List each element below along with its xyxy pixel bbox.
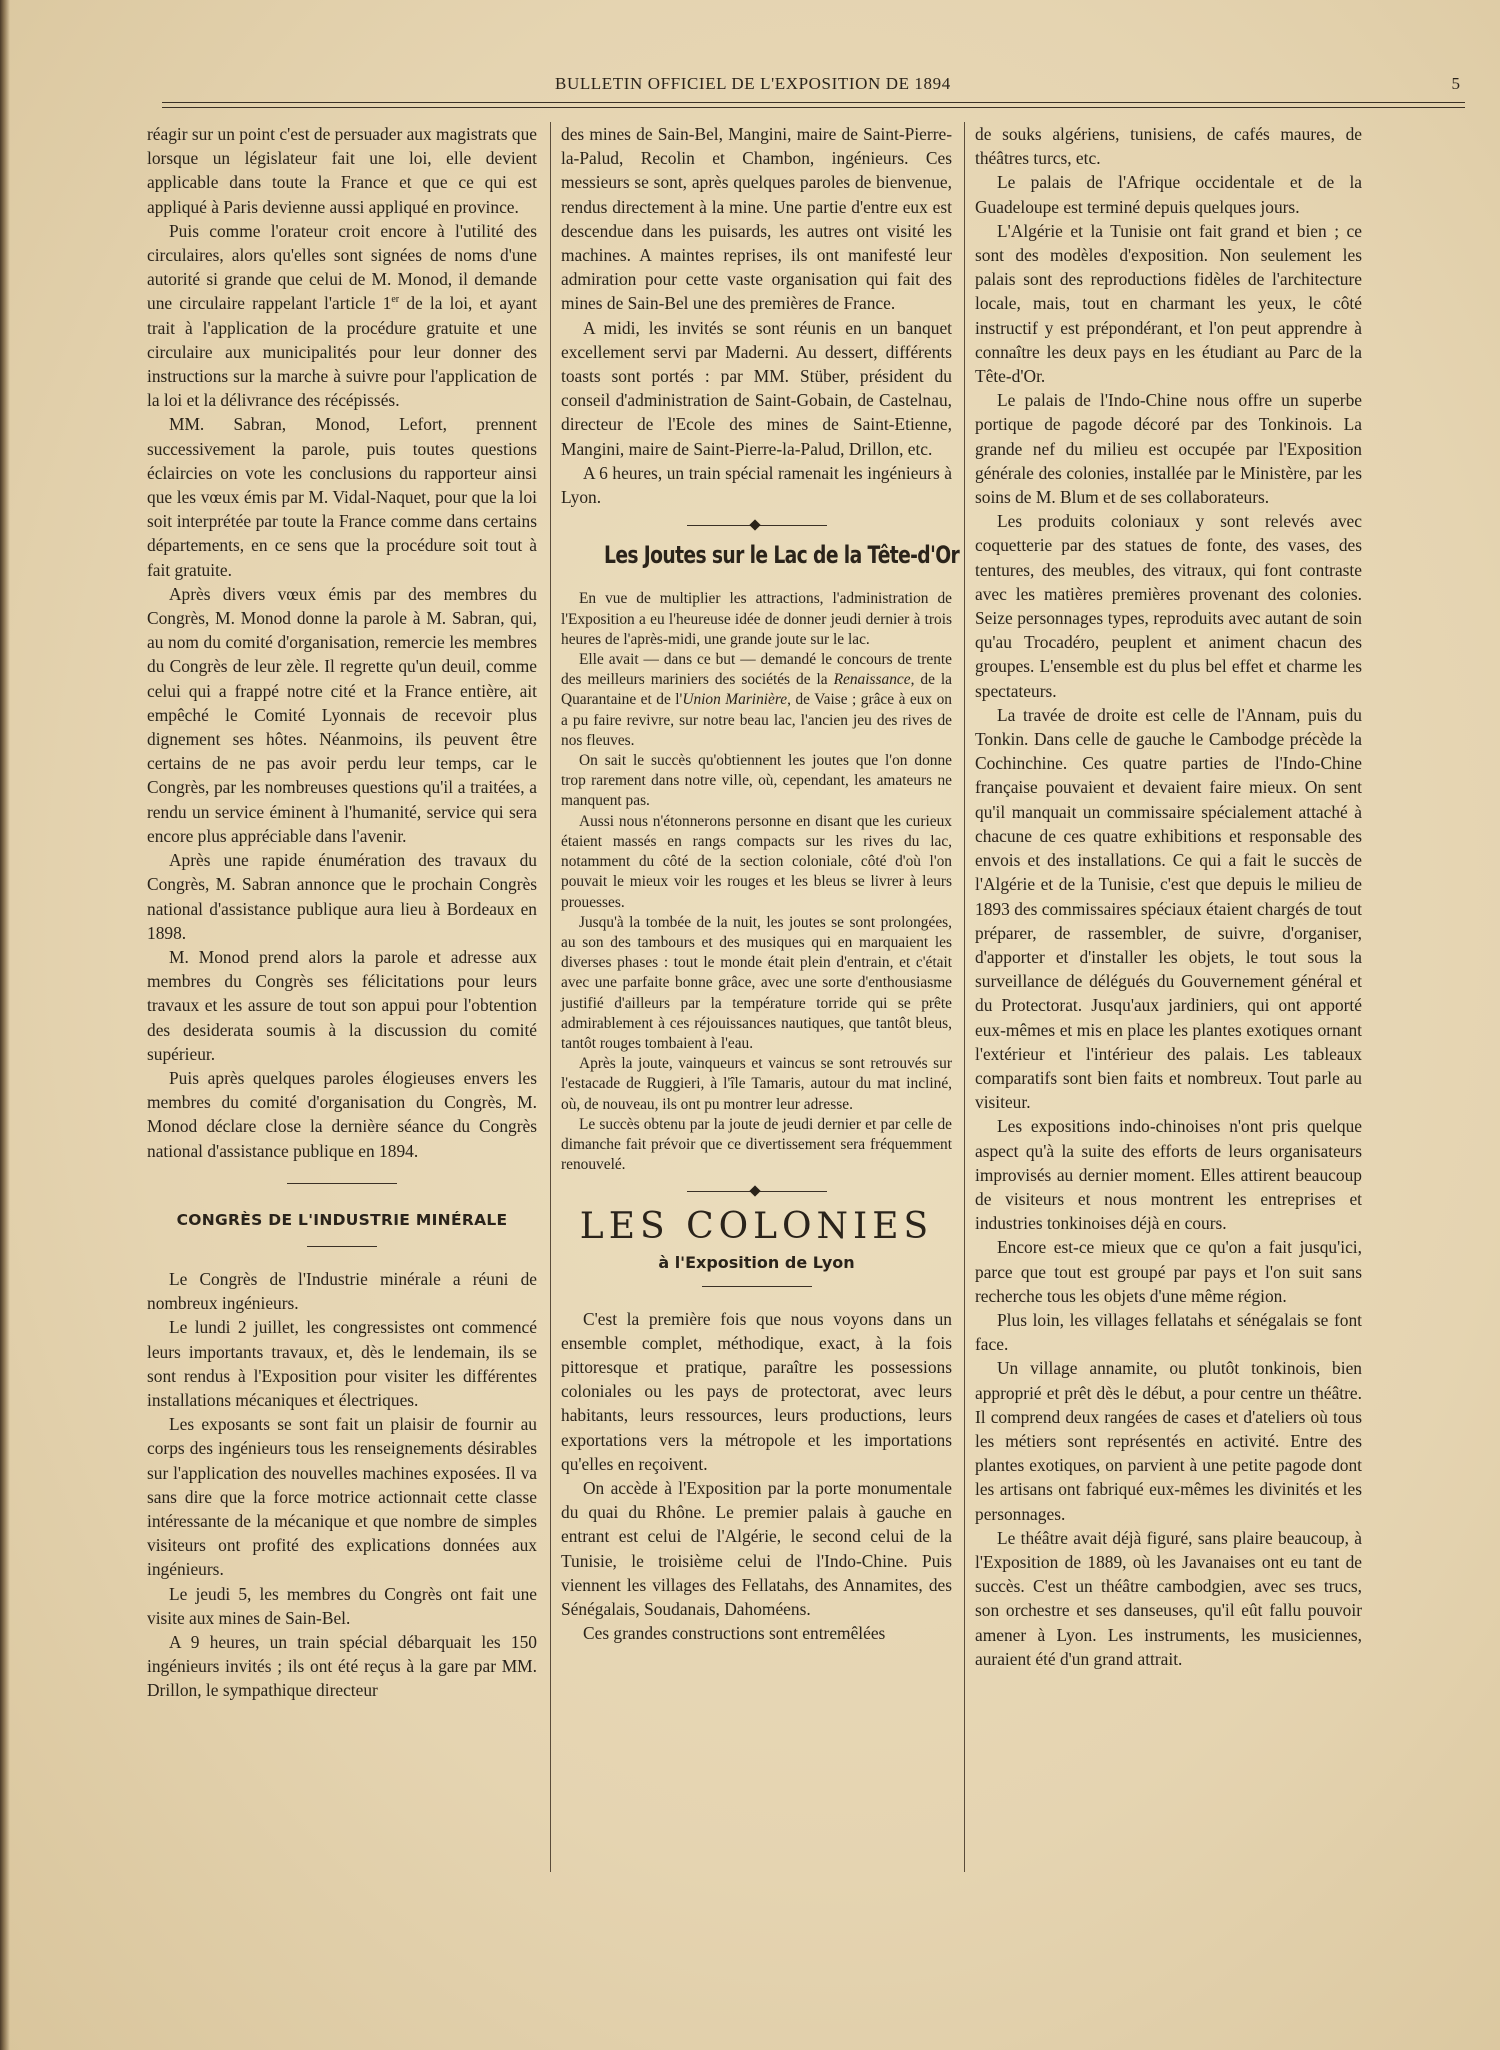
italic-text: Union Marinière [682, 691, 788, 709]
page-binding-edge [0, 0, 10, 2050]
page-number: 5 [1451, 74, 1460, 93]
paragraph: On sait le succès qu'obtiennent les joutes que l'on donne trop rarement dans notre ville, où, cependant, les amateurs ne manquent pas. [561, 752, 952, 810]
column-divider [964, 122, 965, 1872]
paragraph: Plus loin, les villages fellatahs et sénégalais se font face. [975, 1309, 1362, 1355]
paragraph: La travée de droite est celle de l'Annam, puis du Tonkin. Dans celle de gauche le Cambodge précède la Cochinchine. Ces quatre parties de l'Indo-Chine française pouvaient et devaient faire mieux. On sent qu'il manquait un commissaire spécialement attaché à chacune de ces quatre exhibitions et responsable des envois et des installations. Ce qui a fait le succès de l'Algérie et de la Tunisie, c'est que depuis le milieu de 1893 des commissaires spéciaux étaient chargés de tout préparer, de rassembler, de suivre, d'organiser, d'apporter et d'installer les objets, le tout sous la surveillance de délégués du Gouvernement général et du Protectorat. Jusqu'aux jardiniers, qui ont apporté eux-mêmes et mis en place les plantes exotiques ornant l'extérieur et l'intérieur des palais. Les tableaux comparatifs sont bien faits et nombreux. Tout parle au visiteur. [975, 704, 1362, 1113]
paragraph: Le théâtre avait déjà figuré, sans plaire beaucoup, à l'Exposition de 1889, où les Javanaises ont eu tant de succès. C'est un théâtre cambodgien, avec ses trucs, son orchestre et ses danseuses, qu'il eût fallu pouvoir amener à Lyon. Les instruments, les musiciennes, auraient été d'un grand attrait. [975, 1527, 1362, 1669]
text-run: , de Vaise ; grâce à eux on a pu faire revivre, sur notre beau lac, l'ancien jeu des rives de nos fleuves. [561, 691, 952, 749]
header-title: BULLETIN OFFICIEL DE L'EXPOSITION DE 1894 [555, 74, 951, 93]
paragraph: Aussi nous n'étonnerons personne en disant que les curieux étaient massés en rangs compacts sur les rives du lac, notamment du côté de la section coloniale, côté d'où l'on pouvait le mieux voir les rouges et les bleus se livrer à leurs prouesses. [561, 812, 952, 911]
paragraph: Après la joute, vainqueurs et vaincus se sont retrouvés sur l'estacade de Ruggieri, à l'île Tamaris, autour du mat incliné, où, de nouveau, ils ont pu montrer leur adresse. [561, 1055, 952, 1113]
running-header [555, 74, 1460, 96]
paragraph: A midi, les invités se sont réunis en un banquet excellement servi par Maderni. Au dessert, différents toasts sont portés : par MM. Stüber, président du conseil d'administration de Saint-Gobain, de Castelnau, directeur de l'Ecole des mines de Saint-Etienne, Mangini, maire de Saint-Pierre-la-Palud, Drillon, etc. [561, 317, 952, 459]
section-rule [307, 1246, 377, 1247]
paragraph [147, 219, 537, 413]
paragraph: M. Monod prend alors la parole et adresse aux membres du Congrès ses félicitations pour leurs travaux et les assure de tout son appui pour l'obtention des desiderata soumis à la discussion du comité supérieur. [147, 946, 537, 1064]
text-run: de la loi, et ayant trait à l'application de la procédure gratuite et une circulaire aux municipalités pour leur donner des instructions sur la marche à suivre pour l'application de la loi et la délivrance des récépissés. [147, 293, 537, 411]
column-divider [550, 122, 551, 1872]
paragraph: Les expositions indo-chinoises n'ont pris quelque aspect qu'à la suite des efforts de leurs organisateurs improvisés au dernier moment. Elles attirent beaucoup de visiteurs et nous montrent les entreprises et industries tonkinoises déjà en cours. [975, 1116, 1362, 1234]
column-2 [561, 122, 960, 1645]
paragraph: Le succès obtenu par la joute de jeudi dernier et par celle de dimanche fait prévoir que ce divertissement sera fréquemment renouvelé. [561, 1115, 952, 1174]
paragraph: On accède à l'Exposition par la porte monumentale du quai du Rhône. Le premier palais à gauche en entrant est celui de l'Algérie, le second celui de la Tunisie, le troisième celui de l'Indo-Chine. Puis viennent les villages des Fellatahs, des Annamites, des Sénégalais, Soudanais, Dahoméens. [561, 1477, 952, 1619]
paragraph: Puis après quelques paroles élogieuses envers les membres du comité d'organisation du Congrès, M. Monod déclare close la dernière séance du Congrès national d'assistance publique en 1894. [147, 1067, 537, 1161]
paragraph: Le palais de l'Indo-Chine nous offre un superbe portique de pagode décoré par des Tonkinois. La grande nef du milieu est occupée par l'Exposition générale des colonies, installée par le Ministère, par les soins de M. Blum et de ses collaborateurs. [975, 390, 1362, 508]
text-run: Puis comme l'orateur croit encore à l'utilité des circulaires, alors qu'elles sont signées de noms d'une autorité si grande que celui de M. Monod, il demande une circulaire rappelant l'article 1 [147, 220, 537, 314]
paragraph: des mines de Sain-Bel, Mangini, maire de Saint-Pierre-la-Palud, Recolin et Chambon, ingénieurs. Ces messieurs se sont, après quelques paroles de bienvenue, rendus directement à la mine. Une partie d'entre eux est descendue dans les puisards, les autres ont visité les machines. A maintes reprises, ils ont manifesté leur admiration pour cette vaste organisation qui fait des mines de Sain-Bel une des premières de France. [561, 124, 952, 314]
paragraph: C'est la première fois que nous voyons dans un ensemble complet, méthodique, exact, à la fois pittoresque et pratique, paraître les possessions coloniales ou les pays de protectorat, avec leurs habitants, leurs ressources, leurs productions, leurs exportations vers la métropole et les importations qu'elles en reçoivent. [561, 1308, 952, 1474]
ornament-divider [687, 519, 827, 533]
ornament-divider [687, 1185, 827, 1199]
paragraph [561, 650, 952, 751]
paragraph: Ces grandes constructions sont entremêlées [583, 1623, 886, 1644]
paragraph: A 9 heures, un train spécial débarquait les 150 ingénieurs invités ; ils ont été reçus à la gare par MM. Drillon, le sympathique directeur [147, 1631, 537, 1701]
paragraph: Le Congrès de l'Industrie minérale a réuni de nombreux ingénieurs. [147, 1268, 537, 1314]
column-1 [147, 122, 537, 1703]
paragraph: Encore est-ce mieux que ce qu'on a fait jusqu'ici, parce que tout est groupé par pays et l'on suit sans recherche tous les objets d'une même région. [975, 1237, 1362, 1306]
section-title: CONGRÈS DE L'INDUSTRIE MINÉRALE [176, 1210, 508, 1229]
column-3 [975, 122, 1362, 1671]
paragraph: L'Algérie et la Tunisie ont fait grand et bien ; ce sont des modèles d'exposition. Non seulement les palais sont des reproductions fidèles de l'architecture locale, mais, tout en charmant les yeux, le côté instructif y est prépondérant, et l'on peut apprendre à connaître les deux pays en les étudiant au Parc de la Tête-d'Or. [975, 220, 1362, 387]
paragraph: réagir sur un point c'est de persuader aux magistrats que lorsque un législateur fait une loi, elle devient applicable dans toute la France et que ce qui est appliqué à Paris devienne aussi appliqué en province. [147, 124, 537, 217]
article-title: LES COLONIES [579, 1206, 934, 1248]
text-run: Elle avait — dans ce but — demandé le concours de trente des meilleurs mariniers des sociétés de la [561, 651, 952, 689]
text-run: , de la Quarantaine et de l' [561, 671, 952, 709]
article-body-small [561, 589, 952, 1175]
paragraph: A 6 heures, un train spécial ramenait les ingénieurs à Lyon. [561, 462, 952, 508]
diamond-ornament-icon [749, 1186, 760, 1197]
italic-text: Renaissance [833, 671, 911, 689]
article-subtitle: à l'Exposition de Lyon [658, 1253, 855, 1273]
paragraph: Le palais de l'Afrique occidentale et de la Guadeloupe est terminé depuis quelques jours. [975, 172, 1362, 217]
article-title: Les Joutes sur le Lac de la Tête-d'Or [604, 541, 960, 570]
paragraph: Après divers vœux émis par des membres du Congrès, M. Monod donne la parole à M. Sabran, qui, au nom du comité d'organisation, remercie les membres du Congrès de leur zèle. Il regrette qu'un deuil, comme celui qui a frappé notre cité et la France entière, ait empêché le Comité Lyonnais de recevoir plus dignement ses hôtes. Néanmoins, ils peuvent être certains de ne pas avoir perdu leur temps, car le Congrès, par les nombreuses questions qu'il a traitées, a rendu un service éminent à l'humanité, service qui sera encore plus appréciable dans l'avenir. [147, 583, 537, 846]
section-rule [702, 1286, 812, 1287]
paragraph: Jusqu'à la tombée de la nuit, les joutes se sont prolongées, au son des tambours et des musiques qui en marquaient les diverses phases : tout le monde était plein d'entrain, et c'était avec une parfaite bonne grâce, avec une sorte d'enthousiasme justifié d'ailleurs par la température torride qui se prête admirablement à ces réjouissances nautiques, que tantôt bleus, tantôt rouges tombaient à l'eau. [561, 913, 952, 1052]
header-rule [162, 102, 1465, 108]
paragraph: Les produits coloniaux y sont relevés avec coquetterie par des statues de fonte, des vases, des tentures, des meubles, des vitraux, qui font contraste avec les matières premières provenant des colonies. Seize personnages types, reproduits avec autant de soin qu'au Trocadéro, peuplent et animent chacun des groupes. L'ensemble est du plus bel effet et charme les spectateurs. [975, 511, 1362, 701]
superscript: er [391, 294, 400, 306]
paragraph: Un village annamite, ou plutôt tonkinois, bien approprié et prêt dès le début, a pour centre un théâtre. Il comprend deux rangées de cases et d'ateliers où tous les métiers sont représentés en activité. Entre des plantes exotiques, on parvient à une petite pagode dont les artisans ont fabriqué eux-mêmes les divinités et les personnages. [975, 1358, 1362, 1524]
paragraph: Après une rapide énumération des travaux du Congrès, M. Sabran annonce que le prochain Congrès national d'assistance publique aura lieu à Bordeaux en 1898. [147, 850, 537, 943]
diamond-ornament-icon [749, 520, 760, 531]
paragraph: En vue de multiplier les attractions, l'administration de l'Exposition a eu l'heureuse idée de donner jeudi dernier à trois heures de l'après-midi, une grande joute sur le lac. [561, 590, 952, 648]
paragraph: de souks algériens, tunisiens, de cafés maures, de théâtres turcs, etc. [975, 124, 1362, 169]
paragraph: MM. Sabran, Monod, Lefort, prennent successivement la parole, puis toutes questions éclaircies on vote les conclusions du rapporteur ainsi que les vœux émis par M. Vidal-Naquet, pour que la loi soit interprétée par toute la France comme dans certains départements, en ce sens que la procédure soit tout à fait gratuite. [147, 414, 537, 580]
paragraph: Les exposants se sont fait un plaisir de fournir au corps des ingénieurs tous les renseignements désirables sur l'application des nouvelles machines exposées. Il va sans dire que la force motrice actionnait cette classe intéressante de la mécanique et que nombre de simples visiteurs ont profité des explications données aux ingénieurs. [147, 1414, 537, 1580]
paragraph: Le lundi 2 juillet, les congressistes ont commencé leurs importants travaux, et, dès le lendemain, ils se sont rendus à l'Exposition pour visiter les différentes installations mécaniques et électriques. [147, 1317, 537, 1410]
paragraph: Le jeudi 5, les membres du Congrès ont fait une visite aux mines de Sain-Bel. [147, 1583, 537, 1628]
section-rule [287, 1183, 397, 1184]
